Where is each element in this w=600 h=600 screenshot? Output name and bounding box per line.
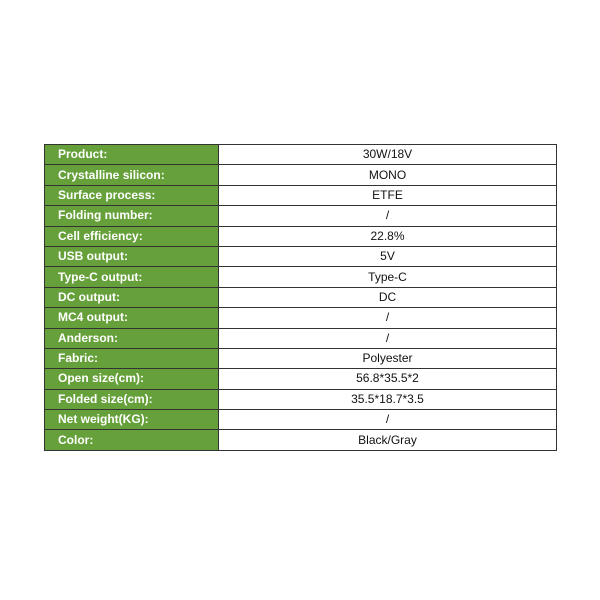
table-row-open-size — [45, 369, 557, 389]
row-value: / — [219, 410, 557, 430]
row-label: USB output: — [45, 246, 219, 266]
row-value: ETFE — [219, 185, 557, 205]
row-value: 56.8*35.5*2 — [219, 369, 557, 389]
row-value: / — [219, 328, 557, 348]
row-label: Net weight(KG): — [45, 410, 219, 430]
row-value: Type-C — [219, 267, 557, 287]
row-label: Folding number: — [45, 206, 219, 226]
table-row-cell-efficiency — [45, 226, 557, 246]
row-value: Polyester — [219, 348, 557, 368]
spec-table — [44, 144, 557, 451]
row-label: Product: — [45, 145, 219, 165]
row-value: 30W/18V — [219, 145, 557, 165]
table-row-usb-output — [45, 246, 557, 266]
row-value: DC — [219, 287, 557, 307]
table-row-folding-number — [45, 206, 557, 226]
row-label: MC4 output: — [45, 308, 219, 328]
row-value: 35.5*18.7*3.5 — [219, 389, 557, 409]
row-label: Crystalline silicon: — [45, 165, 219, 185]
row-value: 22.8% — [219, 226, 557, 246]
row-label: Folded size(cm): — [45, 389, 219, 409]
row-value: 5V — [219, 246, 557, 266]
row-label: Cell efficiency: — [45, 226, 219, 246]
row-label: Anderson: — [45, 328, 219, 348]
table-row-dc-output — [45, 287, 557, 307]
table-row-surface-process — [45, 185, 557, 205]
row-value: / — [219, 206, 557, 226]
table-row-product — [45, 145, 557, 165]
row-label: Surface process: — [45, 185, 219, 205]
row-value: / — [219, 308, 557, 328]
table-row-anderson — [45, 328, 557, 348]
row-label: DC output: — [45, 287, 219, 307]
row-label: Fabric: — [45, 348, 219, 368]
table-row-color — [45, 430, 557, 450]
table-row-net-weight — [45, 410, 557, 430]
row-value: Black/Gray — [219, 430, 557, 450]
row-label: Color: — [45, 430, 219, 450]
row-label: Type-C output: — [45, 267, 219, 287]
table-row-folded-size — [45, 389, 557, 409]
table-row-mc4-output — [45, 308, 557, 328]
spec-table-body — [45, 145, 557, 451]
row-value: MONO — [219, 165, 557, 185]
row-label: Open size(cm): — [45, 369, 219, 389]
table-row-fabric — [45, 348, 557, 368]
table-row-crystalline-silicon — [45, 165, 557, 185]
table-row-type-c-output — [45, 267, 557, 287]
